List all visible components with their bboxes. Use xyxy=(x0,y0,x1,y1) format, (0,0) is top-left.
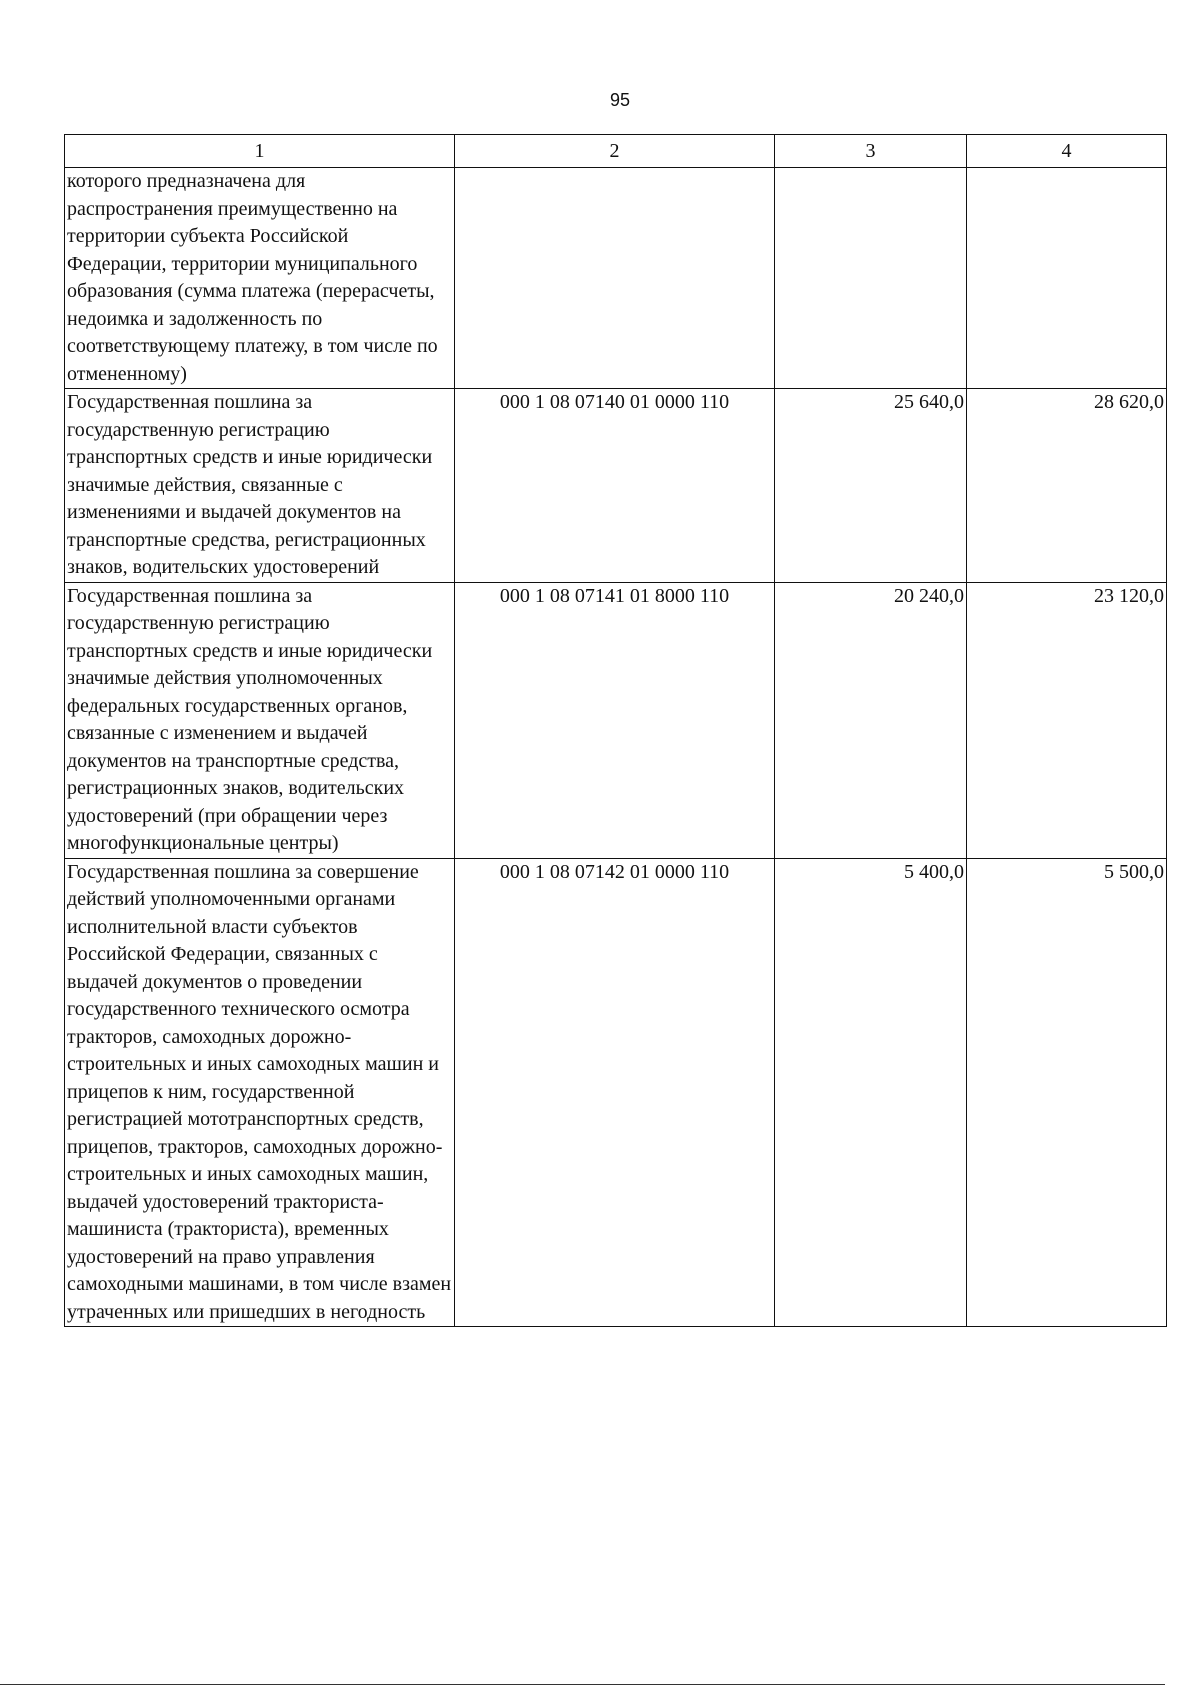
column-header-2: 2 xyxy=(455,135,775,168)
budget-table xyxy=(64,134,1167,1327)
page-divider xyxy=(0,1684,1165,1685)
budget-code: 000 1 08 07141 01 8000 110 xyxy=(455,582,775,858)
row-name: Государственная пошлина за государственную регистрацию транспортных средств и иные юридически значимые действия, связанные с изменениями и выдачей документов на транспортные средства, регистрационных знаков, водительских удостоверений xyxy=(65,389,455,583)
amount-col-4 xyxy=(967,168,1167,389)
amount-col-4: 28 620,0 xyxy=(967,389,1167,583)
row-name: которого предназначена для распространения преимущественно на территории субъекта Российской Федерации, территории муниципального образования (сумма платежа (перерасчеты, недоимка и задолженность по соответствующему платежу, в том числе по отмененному) xyxy=(65,168,455,389)
amount-col-4: 23 120,0 xyxy=(967,582,1167,858)
amount-col-3: 20 240,0 xyxy=(775,582,967,858)
row-name: Государственная пошлина за государственную регистрацию транспортных средств и иные юридически значимые действия уполномоченных федеральных государственных органов, связанные с изменением и выдачей документов на транспортные средства, регистрационных знаков, водительских удостоверений (при обращении через многофункциональные центры) xyxy=(65,582,455,858)
amount-col-3 xyxy=(775,168,967,389)
table-row xyxy=(65,858,1167,1327)
column-header-1: 1 xyxy=(65,135,455,168)
amount-col-4: 5 500,0 xyxy=(967,858,1167,1327)
amount-col-3: 5 400,0 xyxy=(775,858,967,1327)
budget-code xyxy=(455,168,775,389)
table-row xyxy=(65,389,1167,583)
page-number: 95 xyxy=(609,90,631,110)
header-row xyxy=(65,135,1167,168)
row-name: Государственная пошлина за совершение действий уполномоченными органами исполнительной власти субъектов Российской Федерации, связанных с выдачей документов о проведении государственного технического осмотра тракторов, самоходных дорожно-строительных и иных самоходных машин и прицепов к ним, государственной регистрацией мототранспортных средств, прицепов, тракторов, самоходных дорожно-строительных и иных самоходных машин, выдачей удостоверений тракториста-машиниста (тракториста), временных удостоверений на право управления самоходными машинами, в том числе взамен утраченных или пришедших в негодность xyxy=(65,858,455,1327)
amount-col-3: 25 640,0 xyxy=(775,389,967,583)
table-row xyxy=(65,582,1167,858)
column-header-4: 4 xyxy=(967,135,1167,168)
budget-code: 000 1 08 07140 01 0000 110 xyxy=(455,389,775,583)
column-header-3: 3 xyxy=(775,135,967,168)
budget-code: 000 1 08 07142 01 0000 110 xyxy=(455,858,775,1327)
table-row xyxy=(65,168,1167,389)
